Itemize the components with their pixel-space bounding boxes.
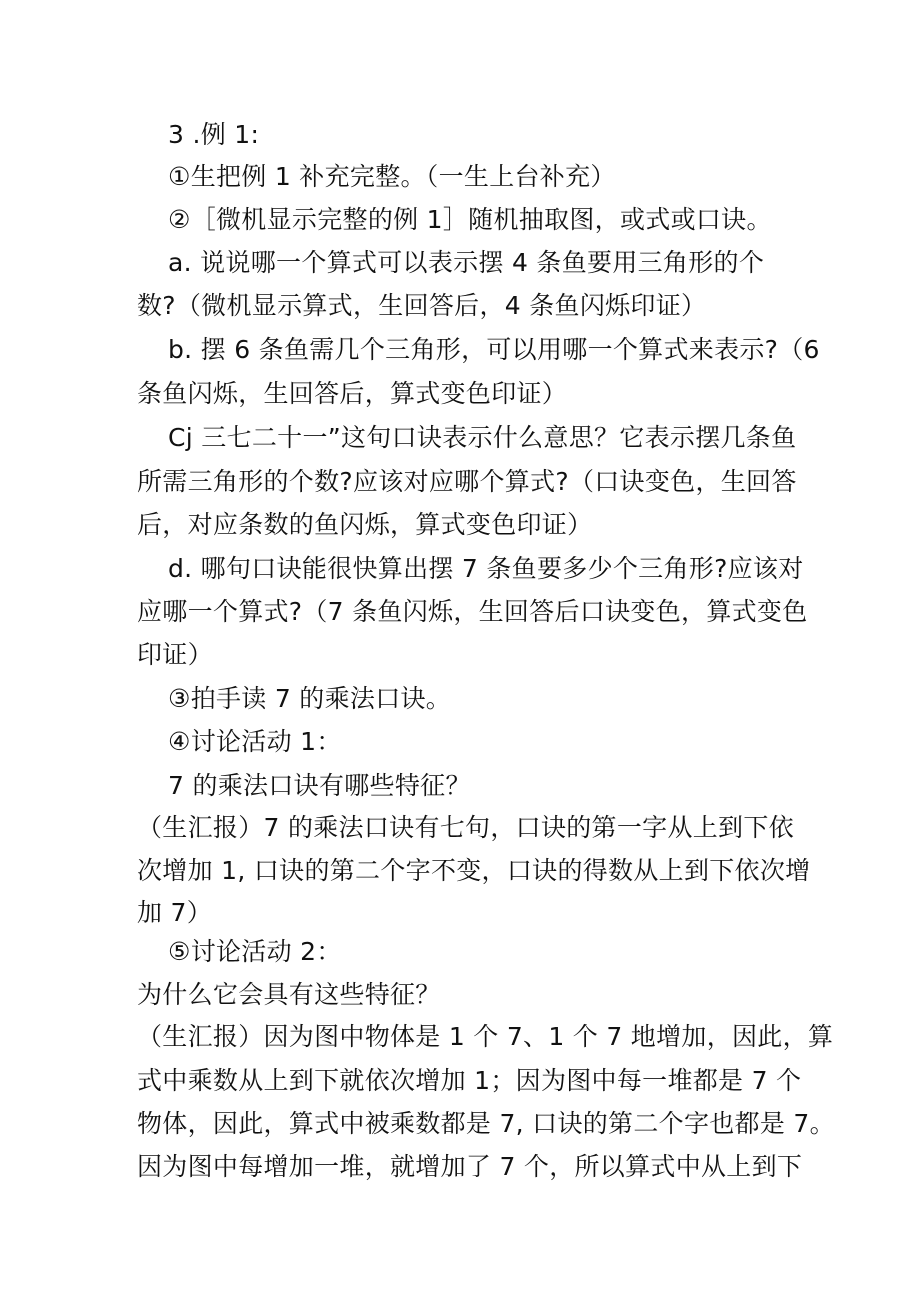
step-2-text: ②［微机显示完整的例 1］随机抽取图，或式或口诀。 bbox=[168, 205, 772, 234]
question-c-line-2: 所需三角形的个数?应该对应哪个算式?（口诀变色，生回答 bbox=[137, 467, 797, 496]
question-d-line-1: d. 哪句口诀能很快算出摆 7 条鱼要多少个三角形?应该对 bbox=[168, 554, 804, 583]
report-1-line-3: 加 7） bbox=[137, 898, 213, 927]
question-c-line-3: 后，对应条数的鱼闪烁，算式变色印证） bbox=[137, 510, 593, 539]
question-c-line-1: Cj 三七二十一”这句口诀表示什么意思？它表示摆几条鱼 bbox=[168, 423, 797, 452]
step-5-heading: ⑤讨论活动 2： bbox=[168, 937, 342, 966]
question-b-line-1: b. 摆 6 条鱼需几个三角形，可以用哪一个算式来表示?（6 bbox=[168, 335, 820, 364]
step-3-text: ③拍手读 7 的乘法口诀。 bbox=[168, 684, 452, 713]
step-5-question: 为什么它会具有这些特征？ bbox=[137, 980, 441, 1009]
question-b-line-2: 条鱼闪烁，生回答后，算式变色印证） bbox=[137, 379, 568, 408]
step-1-text: ①生把例 1 补充完整。（一生上台补充） bbox=[168, 162, 616, 191]
step-4-heading: ④讨论活动 1： bbox=[168, 727, 342, 756]
example-heading: 3 .例 1: bbox=[168, 120, 260, 149]
report-2-line-3: 物体，因此，算式中被乘数都是 7, 口诀的第二个字也都是 7。 bbox=[137, 1109, 835, 1138]
step-4-question: 7 的乘法口诀有哪些特征？ bbox=[168, 771, 471, 800]
question-a-line-1: a. 说说哪一个算式可以表示摆 4 条鱼要用三角形的个 bbox=[168, 248, 765, 277]
report-2-line-2: 式中乘数从上到下就依次增加 1；因为图中每一堆都是 7 个 bbox=[137, 1066, 802, 1095]
report-2-line-1: （生汇报）因为图中物体是 1 个 7、1 个 7 地增加，因此，算 bbox=[137, 1022, 834, 1051]
question-a-line-2: 数?（微机显示算式，生回答后，4 条鱼闪烁印证） bbox=[137, 291, 707, 320]
report-2-line-4: 因为图中每增加一堆，就增加了 7 个，所以算式中从上到下 bbox=[137, 1152, 803, 1181]
question-d-line-2: 应哪一个算式?（7 条鱼闪烁，生回答后口诀变色，算式变色 bbox=[137, 597, 808, 626]
report-1-line-2: 次增加 1, 口诀的第二个字不变，口诀的得数从上到下依次增 bbox=[137, 856, 811, 885]
report-1-line-1: （生汇报）7 的乘法口诀有七句，口诀的第一字从上到下依 bbox=[137, 813, 794, 842]
question-d-line-3: 印证） bbox=[137, 640, 213, 669]
